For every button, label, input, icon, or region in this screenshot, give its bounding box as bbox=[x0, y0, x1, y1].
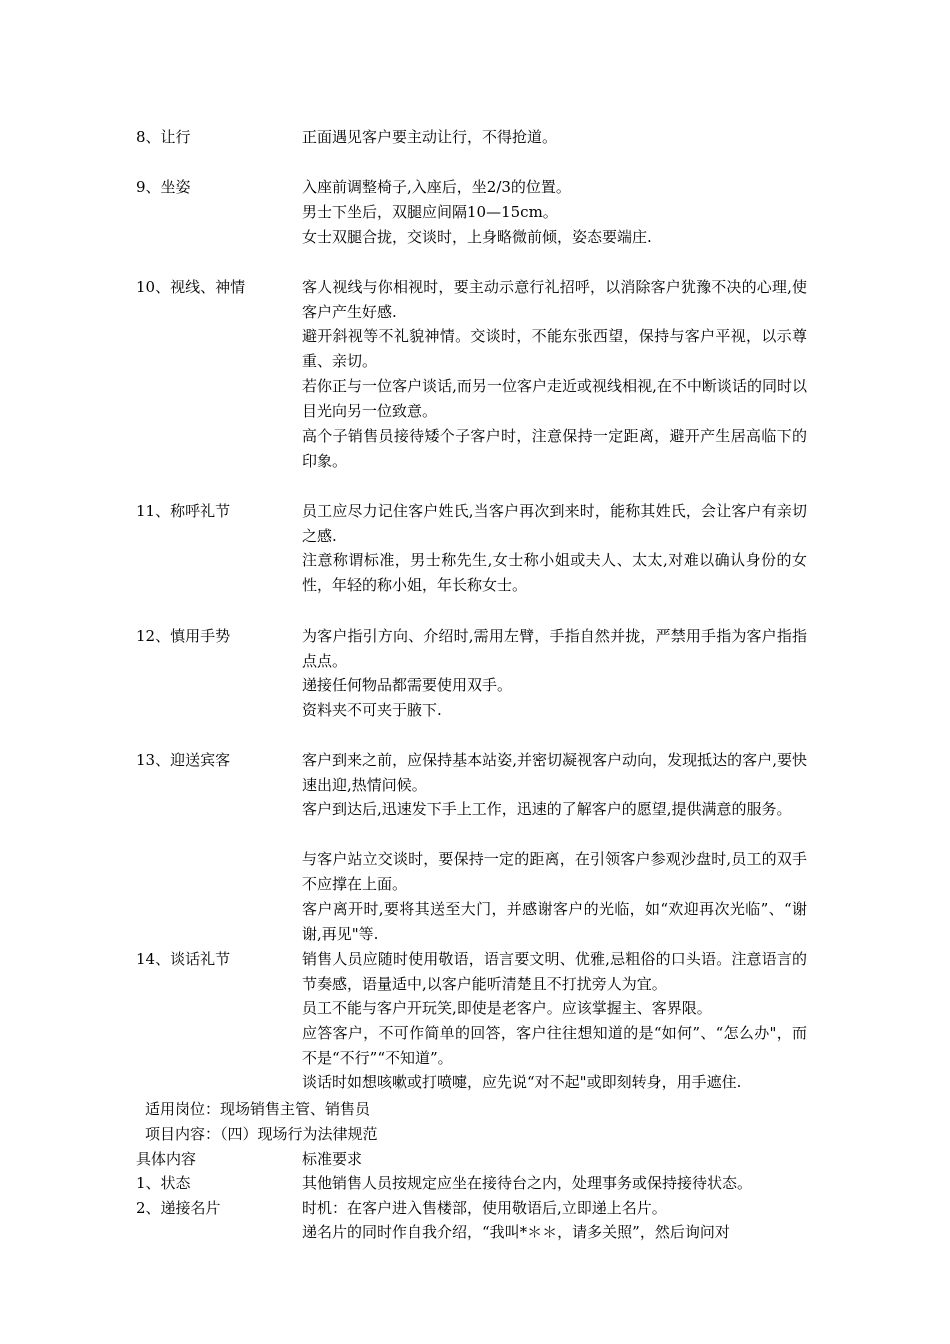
project-content: 项目内容：（四）现场行为法律规范 bbox=[145, 1125, 378, 1143]
section-paragraph: 销售人员应随时使用敬语，语言要文明、优雅,忌粗俗的口头语。注意语言的节奏感，语量适中,以客户能听清楚且不打扰旁人为宜。 bbox=[302, 950, 807, 993]
section-paragraph: 男士下坐后，双腿应间隔10—15cm。 bbox=[302, 203, 558, 221]
row-line: 其他销售人员按规定应坐在接待台之内，处理事务或保持接待状态。 bbox=[302, 1174, 753, 1192]
section-term: 9、坐姿 bbox=[136, 178, 191, 196]
section-term: 10、视线、神情 bbox=[136, 278, 246, 296]
section-paragraph: 高个子销售员接待矮个子客户时，注意保持一定距离，避开产生居高临下的印象。 bbox=[302, 427, 807, 470]
section-paragraph: 员工应尽力记住客户姓氏,当客户再次到来时，能称其姓氏，会让客户有亲切之感. bbox=[302, 502, 807, 545]
row-line: 递名片的同时作自我介绍，“我叫*＊＊，请多关照”，然后询问对 bbox=[302, 1223, 730, 1241]
section-paragraph: 注意称谓标准，男士称先生,女士称小姐或夫人、太太,对难以确认身份的女性，年轻的称小姐，年长称女士。 bbox=[302, 551, 807, 594]
section-paragraph: 正面遇见客户要主动让行，不得抢道。 bbox=[302, 128, 558, 146]
column-header-content: 具体内容 bbox=[136, 1150, 197, 1168]
section-paragraph: 入座前调整椅子,入座后，坐2/3的位置。 bbox=[302, 178, 571, 196]
section-term: 14、谈话礼节 bbox=[136, 950, 231, 968]
row-term: 2、递接名片 bbox=[136, 1199, 221, 1217]
section-paragraph: 应答客户，不可作简单的回答，客户往往想知道的是“如何”、“怎么办"，而不是“不行”“不知道”。 bbox=[302, 1024, 807, 1067]
section-paragraph: 女士双腿合拢，交谈时，上身略微前倾，姿态要端庄. bbox=[302, 228, 652, 246]
column-header-standard: 标准要求 bbox=[302, 1150, 363, 1168]
section-paragraph: 客人视线与你相视时，要主动示意行礼招呼，以消除客户犹豫不决的心理,使客户产生好感. bbox=[302, 278, 807, 321]
section-paragraph: 谈话时如想咳嗽或打喷嚏，应先说“对不起"或即刻转身，用手遮住. bbox=[302, 1073, 742, 1091]
section-paragraph: 客户离开时,要将其送至大门，并感谢客户的光临，如“欢迎再次光临”、“谢谢,再见"等. bbox=[302, 900, 807, 943]
section-term: 11、称呼礼节 bbox=[136, 502, 231, 520]
section-paragraph: 与客户站立交谈时，要保持一定的距离，在引领客户参观沙盘时,员工的双手不应撑在上面。 bbox=[302, 850, 807, 893]
section-term: 8、让行 bbox=[136, 128, 191, 146]
section-paragraph: 客户到来之前，应保持基本站姿,并密切凝视客户动向，发现抵达的客户,要快速出迎,热情问候。 bbox=[302, 751, 807, 794]
section-term: 12、慎用手势 bbox=[136, 627, 231, 645]
section-paragraph: 为客户指引方向、介绍时,需用左臂，手指自然并拢，严禁用手指为客户指指点点。 bbox=[302, 627, 807, 670]
applicable-positions: 适用岗位：现场销售主管、销售员 bbox=[145, 1100, 371, 1118]
section-paragraph: 避开斜视等不礼貌神情。交谈时，不能东张西望，保持与客户平视，以示尊重、亲切。 bbox=[302, 327, 807, 370]
section-paragraph: 客户到达后,迅速发下手上工作，迅速的了解客户的愿望,提供满意的服务。 bbox=[302, 800, 792, 818]
section-paragraph: 员工不能与客户开玩笑,即使是老客户。应该掌握主、客界限。 bbox=[302, 999, 712, 1017]
section-paragraph: 递接任何物品都需要使用双手。 bbox=[302, 676, 513, 694]
section-term: 13、迎送宾客 bbox=[136, 751, 231, 769]
row-line: 时机：在客户进入售楼部，使用敬语后,立即递上名片。 bbox=[302, 1199, 667, 1217]
section-paragraph: 资料夹不可夹于腋下. bbox=[302, 701, 442, 719]
row-term: 1、状态 bbox=[136, 1174, 191, 1192]
section-paragraph: 若你正与一位客户谈话,而另一位客户走近或视线相视,在不中断谈话的同时以目光向另一位致意。 bbox=[302, 377, 807, 420]
